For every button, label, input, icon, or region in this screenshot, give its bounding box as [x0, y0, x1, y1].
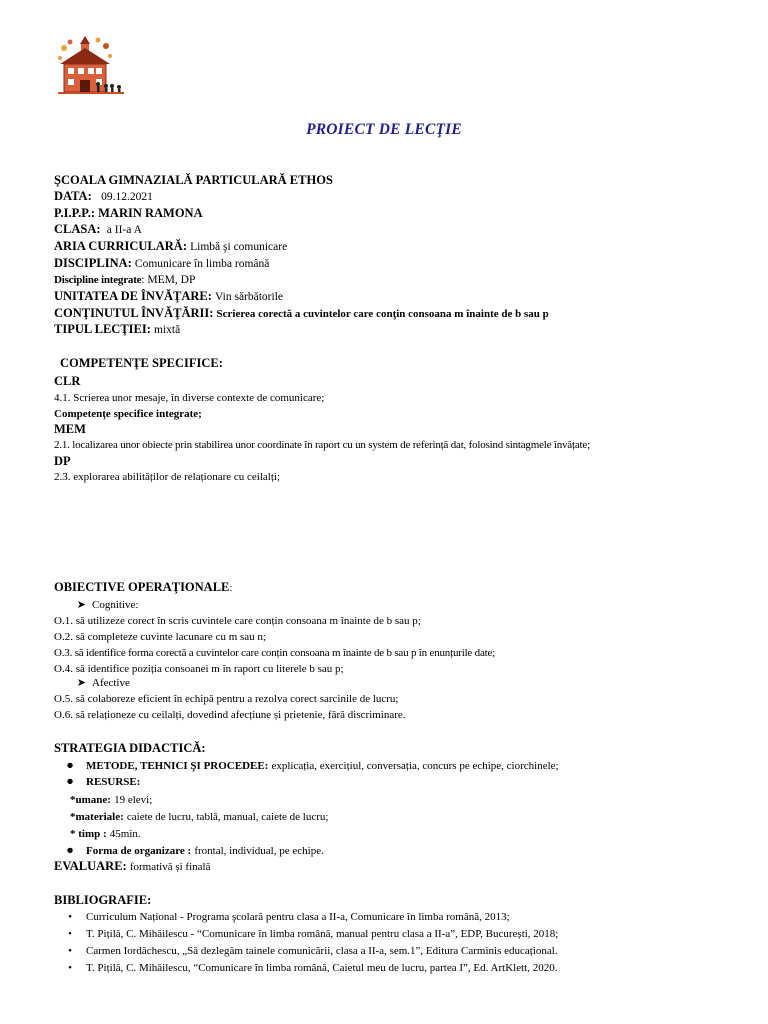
human-resources-line: *umane: 19 elevi; [70, 794, 153, 806]
bullet-icon: • [68, 911, 72, 923]
content-line: CONŢINUTUL ÎNVĂŢĂRII: Scrierea corectă a cuvintelor care conţin consoana m înainte de b sau p [54, 306, 549, 320]
evaluation-line: EVALUARE: formativă și finală [54, 859, 211, 873]
unit-line: UNITATEA DE ÎNVĂŢARE: Vin sărbătorile [54, 289, 283, 303]
school-name: ŞCOALA GIMNAZIALĂ PARTICULARĂ ETHOS [54, 173, 333, 187]
bullet-icon: • [68, 962, 72, 974]
objective-item: O.2. să completeze cuvinte lacunare cu m sau n; [54, 631, 266, 643]
bibliography-item: • Curriculum Național - Programa şcolară pentru clasa a II-a, Comunicare în limba română, 2013; [60, 909, 510, 925]
bibliography-heading: BIBLIOGRAFIE: [54, 893, 152, 907]
bullet-icon: ● [66, 758, 74, 772]
mem-label: MEM [54, 422, 86, 436]
integrated-competences-heading: Competențe specifice integrate; [54, 408, 202, 420]
affective-label: ➤ Afective [66, 675, 130, 691]
class-line: CLASA: a II-a A [54, 222, 142, 236]
competences-heading: COMPETENŢE SPECIFICE: [60, 356, 223, 370]
type-line: TIPUL LECŢIEI: mixtă [54, 322, 181, 336]
area-value: Limbă şi comunicare [190, 241, 288, 253]
arrow-bullet-icon: ➤ [76, 677, 86, 689]
objective-item: O.5. să colaboreze eficient în echipă pentru a rezolva corect sarcinile de lucru; [54, 693, 399, 705]
integrated-line: Discipline integrate: MEM, DP [54, 274, 196, 286]
unit-value: Vin sărbătorile [215, 291, 283, 303]
arrow-bullet-icon: ➤ [76, 599, 86, 611]
objective-item: O.1. să utilizeze corect în scris cuvintele care conțin consoana m înainte de b sau p; [54, 615, 421, 627]
pipp-line: P.I.P.P.: MARIN RAMONA [54, 206, 203, 220]
bullet-icon: • [68, 928, 72, 940]
bullet-icon: ● [66, 774, 74, 788]
discipline-line: DISCIPLINA: Comunicare în limba română [54, 256, 270, 270]
organization-line: ● Forma de organizare : frontal, individual, pe echipe. [60, 842, 324, 859]
date-value: 09.12.2021 [101, 191, 153, 203]
strategy-heading: STRATEGIA DIDACTICĂ: [54, 741, 206, 755]
date-line: DATA: 09.12.2021 [54, 189, 153, 203]
bullet-icon: ● [66, 843, 74, 857]
school-logo [54, 34, 128, 98]
bibliography-item: • Carmen Iordăchescu, „Să dezlegăm tainele comunicării, clasa a II-a, sem.1”, Editura Carminis educațional. [60, 943, 558, 959]
dp-label: DP [54, 454, 71, 468]
objective-item: O.3. să identifice forma corectă a cuvintelor care conțin consoana m înainte de b sau p în enunțurile date; [54, 647, 496, 659]
objective-item: O.4. să identifice poziția consoanei m în raport cu literele b sau p; [54, 663, 344, 675]
discipline-value: Comunicare în limba română [134, 258, 270, 270]
area-line: ARIA CURRICULARĂ: Limbă şi comunicare [54, 239, 288, 253]
dp-item: 2.3. explorarea abilităților de relaționare cu ceilalți; [54, 471, 281, 483]
type-value: mixtă [154, 324, 181, 336]
resources-line: ● RESURSE: [60, 773, 140, 790]
content-value: Scrierea corectă a cuvintelor care conţin consoana m înainte de b sau p [216, 308, 549, 320]
cognitive-label: ➤ Cognitive: [66, 597, 138, 613]
page-title: PROIECT DE LECŢIE [306, 121, 462, 138]
methods-line: ● METODE, TEHNICI ŞI PROCEDEE: explicația, exercițiul, conversația, concurs pe echipe, ciorchinele; [60, 757, 559, 774]
bibliography-item: • T. Pițilă, C. Mihăilescu, “Comunicare în limba română, Caietul meu de lucru, partea I”, Ed. ArtKlett, 2020. [60, 960, 557, 976]
materials-line: *materiale: caiete de lucru, tablă, manual, caiete de lucru; [70, 811, 329, 823]
integrated-value: : MEM, DP [141, 274, 196, 286]
objective-item: O.6. să relaționeze cu ceilalți, dovedind afecțiune și prietenie, fără discriminare. [54, 709, 406, 721]
objectives-heading: OBIECTIVE OPERAŢIONALE: [54, 580, 233, 594]
clr-label: CLR [54, 374, 81, 388]
clr-item: 4.1. Scrierea unor mesaje, în diverse contexte de comunicare; [54, 392, 325, 404]
bibliography-item: • T. Pițilă, C. Mihăilescu - “Comunicare în limba română, manual pentru clasa a II-a”, EDP, București, 2018; [60, 926, 558, 942]
time-line: * timp : 45min. [70, 828, 141, 840]
bullet-icon: • [68, 945, 72, 957]
mem-item: 2.1. localizarea unor obiecte prin stabilirea unor coordinate în raport cu un system de referință dat, folosind sintagmele învățate; [54, 439, 590, 451]
class-value: a II-a A [106, 224, 142, 236]
